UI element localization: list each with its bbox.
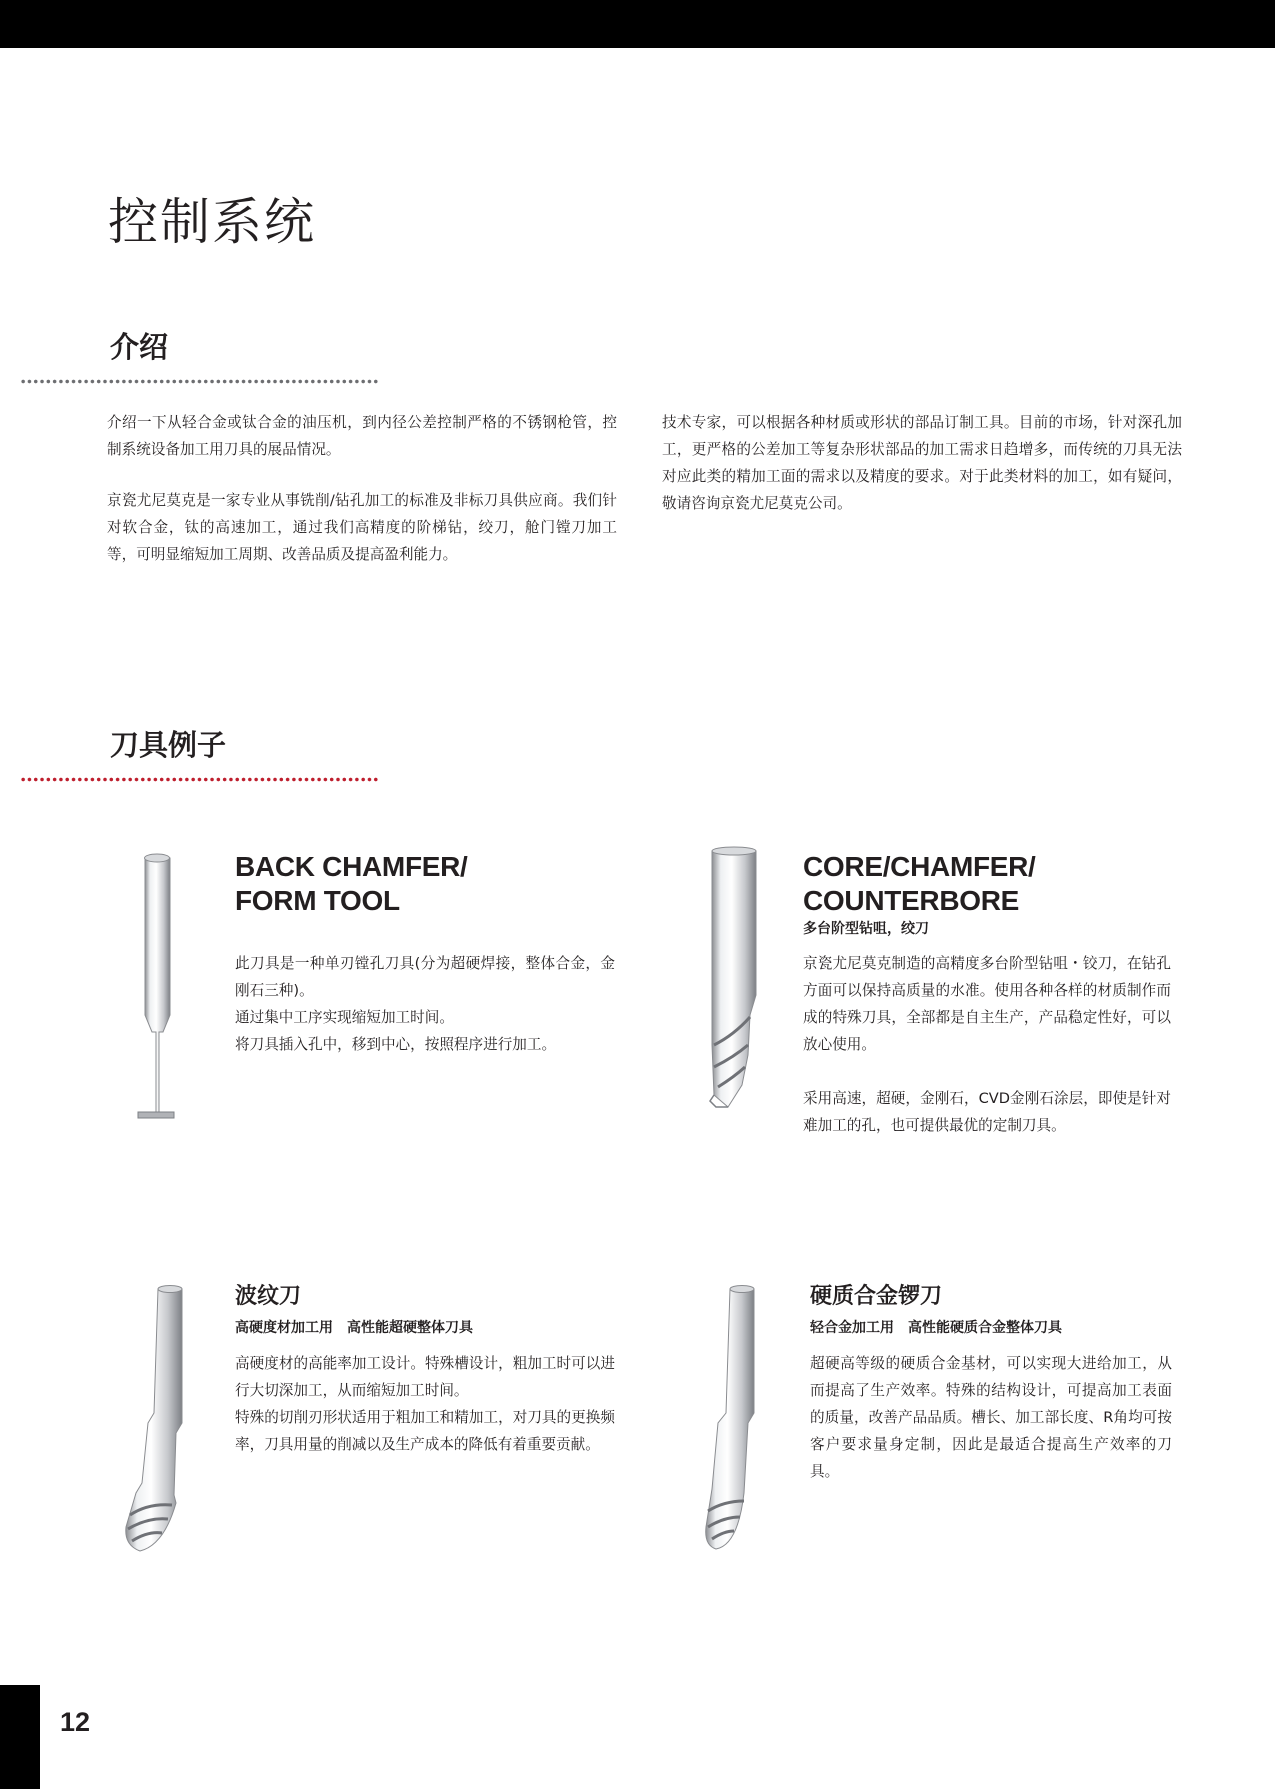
tool-title-back-chamfer-line2: FORM TOOL — [235, 885, 400, 916]
tool-subtitle-core-chamfer: 多台阶型钻咀，绞刀 — [803, 921, 929, 937]
tool-body-corrugated: 高硬度材的高能率加工设计。特殊槽设计，粗加工时可以进行大切深加工，从而缩短加工时间。 特殊的切削刃形状适用于粗加工和精加工，对刀具的更换频率，刀具用量的削减以及生产成本的降低有着重要贡献。 — [235, 1355, 615, 1453]
tool-subtitle-corrugated: 高硬度材加工用 高性能超硬整体刀具 — [235, 1320, 473, 1336]
top-bar — [0, 0, 1275, 48]
carbide-end-mill-image — [690, 1283, 770, 1553]
intro-paragraph-2: 京瓷尤尼莫克是一家专业从事铣削/钻孔加工的标准及非标刀具供应商。我们针对软合金，钛的高速加工，通过我们高精度的阶梯钻，绞刀，舱门镗刀加工等，可明显缩短加工周期、改善品质及提高盈利能力。 — [107, 492, 617, 563]
tool-title-carbide-end-mill: 硬质合金锣刀 — [810, 1284, 943, 1309]
examples-heading: 刀具例子 — [110, 728, 227, 762]
examples-dotted-divider — [20, 777, 380, 782]
tool-title-back-chamfer-line1: BACK CHAMFER/ — [235, 851, 468, 882]
tool-title-corrugated: 波纹刀 — [235, 1284, 302, 1309]
tool-title-core-chamfer-line1: CORE/CHAMFER/ — [803, 851, 1036, 882]
intro-dotted-divider — [20, 379, 380, 384]
tool-body-carbide-end-mill: 超硬高等级的硬质合金基材，可以实现大进给加工，从而提高了生产效率。特殊的结构设计，可提高加工表面的质量，改善产品品质。槽长、加工部长度、R角均可按客户要求量身定制，因此是最适合提高生产效率的刀具。 — [810, 1355, 1172, 1480]
tool-body-core-chamfer: 京瓷尤尼莫克制造的高精度多台阶型钻咀・铰刀，在钻孔方面可以保持高质量的水准。使用各种各样的材质制作而成的特殊刀具，全部都是自主生产，产品稳定性好，可以放心使用。 采用高速，超硬，金刚石，CVD金刚石涂层，即使是针对难加工的孔，也可提供最优的定制刀具。 — [803, 955, 1171, 1134]
tool-body-back-chamfer: 此刀具是一种单刃镗孔刀具(分为超硬焊接，整体合金，金刚石三种)。 通过集中工序实现缩短加工时间。 将刀具插入孔中，移到中心，按照程序进行加工。 — [235, 955, 615, 1053]
page-tab — [0, 1685, 40, 1789]
back-chamfer-tool-image — [122, 850, 192, 1125]
core-chamfer-tool-image — [690, 845, 770, 1115]
intro-paragraph-1: 介绍一下从轻合金或钛合金的油压机，到内径公差控制严格的不锈钢枪管，控制系统设备加工用刀具的展品情况。 — [107, 414, 617, 458]
page-title: 控制系统 — [108, 193, 316, 251]
tool-title-core-chamfer-line2: COUNTERBORE — [803, 885, 1020, 916]
intro-paragraph-3: 技术专家，可以根据各种材质或形状的部品订制工具。目前的市场，针对深孔加工，更严格的公差加工等复杂形状部品的加工需求日趋增多，而传统的刀具无法对应此类的精加工面的需求以及精度的要求。对于此类材料的加工，如有疑问，敬请咨询京瓷尤尼莫克公司。 — [662, 414, 1182, 512]
intro-heading: 介绍 — [110, 330, 169, 364]
corrugated-cutter-image — [118, 1283, 198, 1553]
page-number: 12 — [60, 1707, 91, 1737]
tool-subtitle-carbide-end-mill: 轻合金加工用 高性能硬质合金整体刀具 — [810, 1320, 1062, 1336]
